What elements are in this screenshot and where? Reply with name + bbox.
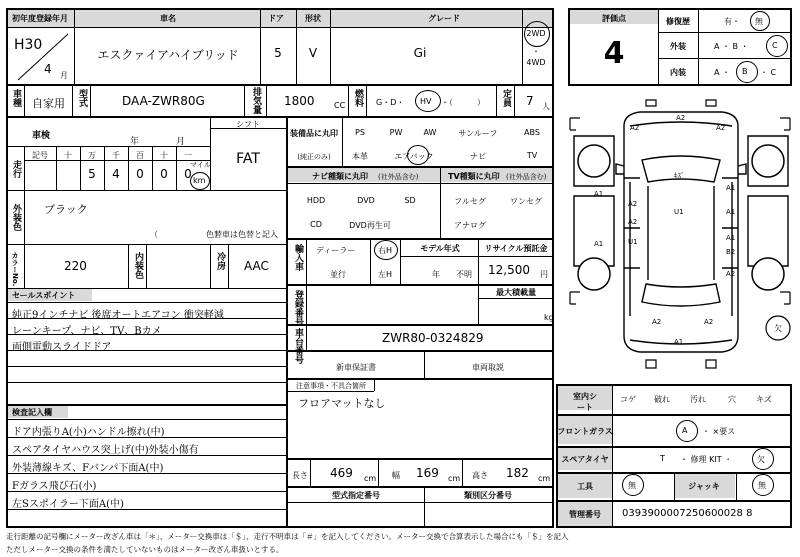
class-number-label: 類別区分番号 — [464, 491, 512, 500]
chassis-value: ZWR80-0324829 — [382, 331, 484, 345]
defect-mark: A2 — [628, 200, 638, 208]
model-label: 型式 — [77, 89, 87, 107]
defect-mark: A2 — [726, 270, 736, 278]
name-label: 車名 — [160, 14, 176, 23]
defect-mark: U1 — [628, 238, 638, 246]
spare-label: スペアタイヤ — [561, 455, 609, 464]
ac-value: AAC — [244, 259, 269, 273]
height-cm: cm — [538, 474, 551, 483]
nav-label: ナビ種類に丸印 — [312, 172, 368, 181]
mileage-digit-3: 0 — [160, 167, 168, 181]
sales-label: セールスポイント — [12, 291, 76, 300]
mileage-unit-5: 一 — [184, 151, 192, 160]
equip-pw: PW — [389, 128, 403, 137]
color-no-value: 220 — [64, 259, 87, 273]
repair-label: 修復歴 — [666, 17, 690, 26]
inspect-notes-label: 検査記入欄 — [12, 408, 52, 417]
defect-mark: A1 — [594, 240, 604, 248]
mileage-unit-2: 千 — [112, 151, 120, 160]
displacement-value: 1800 — [284, 94, 315, 108]
displacement-label: 排気量 — [251, 87, 261, 114]
new-car-warranty: 新車保証書 — [336, 363, 376, 372]
capacity-value: 7 — [526, 94, 534, 108]
mileage-unit-0: 十 — [64, 151, 72, 160]
registration-month: 4 — [44, 62, 52, 76]
kind-value: 自家用 — [32, 97, 65, 110]
defect-mark: A2 — [716, 124, 726, 132]
mileage-label: 走行 — [11, 160, 21, 178]
capacity-unit: 人 — [542, 102, 550, 111]
equip-ps: PS — [355, 128, 365, 137]
seat-item-2: 汚れ — [690, 395, 706, 404]
fuel-options: G・D・ — [376, 98, 405, 107]
mileage-unit-1: 万 — [88, 151, 96, 160]
inspection-label: 車検 — [32, 131, 51, 141]
shape-label: 形状 — [305, 14, 321, 23]
footer-line-2: ただしメーター交換の条件を満たしていないものはメーター改ざん車扱いとする。 — [6, 545, 284, 554]
drive-4wd: 4WD — [526, 58, 546, 67]
year-label: 初年度登録年月 — [12, 14, 68, 23]
mgmt-label: 管理番号 — [569, 510, 601, 519]
windshield-rest: ・ ×要ス — [702, 427, 736, 436]
defect-mark: A2 — [630, 124, 640, 132]
import-right: 右H — [378, 246, 393, 255]
jack-label: ジャッキ — [688, 482, 720, 491]
kind-label: 車種 — [11, 89, 21, 107]
equip-aw: AW — [423, 128, 437, 137]
length-value: 469 — [330, 466, 353, 480]
recycle-label: リサイクル預託金 — [484, 244, 548, 253]
mileage-digit-0: 5 — [88, 167, 96, 181]
import-parallel: 並行 — [330, 270, 346, 279]
inspection-year: 年 — [130, 137, 140, 147]
defect-mark: A1 — [726, 208, 736, 216]
repair-options: 有・ — [724, 17, 740, 26]
chassis-label: 車台番号 — [293, 328, 303, 364]
equip-airbag: エアバック — [394, 152, 434, 161]
interior-label: 内装 — [670, 68, 686, 77]
interior-options: A ・ — [714, 68, 731, 77]
color-no-label: カラーNo. — [11, 252, 19, 287]
nav-hdd: HDD — [306, 196, 326, 205]
equip-leather: 本革 — [352, 152, 368, 161]
registration-year: H30 — [14, 37, 43, 53]
color-note: 色替車は色替と記入 — [206, 230, 278, 239]
width-cm: cm — [448, 474, 461, 483]
spare-missing: 欠 — [757, 455, 765, 464]
defect-mark: A1 — [594, 190, 604, 198]
mileage-unit-4: 十 — [160, 151, 168, 160]
caution-label: 注意事項・不具合箇所 — [296, 382, 366, 390]
ac-label: 冷房 — [215, 252, 225, 270]
tools-label: 工具 — [577, 482, 593, 491]
missing-mark: 欠 — [774, 324, 782, 333]
width-label: 幅 — [392, 471, 400, 480]
mgmt-value: 0393900007250600028 8 — [622, 508, 753, 519]
jack-none: 無 — [758, 481, 766, 490]
nav-dvd-play: DVD再生可 — [349, 221, 391, 230]
interior-rest: ・ C — [760, 68, 777, 77]
grade-value: Gi — [413, 46, 427, 60]
max-load-kg: kg — [544, 313, 554, 322]
equipment-label: 装備品に丸印 — [290, 129, 338, 138]
seat-item-1: 破れ — [654, 395, 670, 404]
spare-t: T — [660, 454, 665, 463]
equip-tv: TV — [526, 151, 538, 160]
sales-line-0: 純正9インチナビ 後席オートエアコン 衝突軽減 — [12, 310, 224, 321]
height-label: 高さ — [472, 471, 488, 480]
defect-mark: A1 — [726, 184, 736, 192]
tools-none: 無 — [628, 481, 636, 490]
shift-label: シフト — [236, 120, 260, 129]
mileage-km: km — [193, 176, 206, 185]
capacity-label: 定員 — [501, 89, 511, 107]
mileage-digit-4: 0 — [184, 167, 192, 181]
drive-2wd: 2WD — [526, 29, 546, 38]
windshield-label: フロントガラス — [557, 427, 613, 436]
length-label: 長さ — [292, 471, 308, 480]
seat-item-0: コゲ — [620, 395, 636, 404]
mileage-digit-1: 4 — [112, 167, 120, 181]
tv-label: TV種類に丸印 — [448, 172, 500, 181]
sales-line-1: レーンキープ、ナビ、TV、Bカメ — [12, 326, 162, 337]
fuel-other: ・（ ） — [441, 98, 485, 107]
seat-item-4: キズ — [756, 395, 772, 404]
model-year-unknown: 不明 — [456, 270, 472, 279]
exterior-options: A ・ B ・ — [714, 42, 749, 51]
defect-mark: B2 — [726, 248, 736, 256]
type-designation-label: 型式指定番号 — [332, 491, 380, 500]
import-dealer: ディーラー — [316, 246, 356, 255]
exterior-c: C — [772, 41, 778, 50]
door-count: 5 — [274, 46, 282, 60]
import-label: 輸入車 — [293, 244, 303, 271]
score-value: 4 — [603, 36, 625, 71]
width-value: 169 — [416, 466, 439, 480]
defect-mark: A1 — [674, 338, 684, 346]
mileage-mile: マイル — [190, 161, 211, 169]
height-value: 182 — [506, 466, 529, 480]
tv-fullseg: フルセグ — [454, 197, 486, 206]
caution-text: フロアマットなし — [298, 397, 386, 410]
shift-value: FAT — [236, 151, 260, 167]
inspect-line-2: 外装薄線キズ、Fバンパ下面A(中) — [12, 463, 164, 474]
color-value: ブラック — [44, 203, 88, 216]
inspection-month: 月 — [176, 137, 186, 147]
nav-sub: (社外品含む) — [378, 173, 419, 181]
equip-sunroof: サンルーフ — [458, 129, 498, 138]
nav-sd: SD — [404, 196, 416, 205]
length-cm: cm — [364, 474, 377, 483]
model-value: DAA-ZWR80G — [122, 94, 205, 108]
cc-unit: CC — [334, 101, 346, 110]
max-load-label: 最大積載量 — [496, 288, 536, 297]
repair-none: 無 — [755, 17, 763, 26]
tv-analog: アナログ — [454, 221, 486, 230]
interior-color-label: 内装色 — [133, 252, 143, 279]
car-diagram — [566, 96, 794, 376]
reg-label: 登録番号 — [293, 290, 303, 326]
interior-b: B — [742, 67, 748, 76]
body-shape: V — [308, 46, 318, 60]
seat-item-3: 穴 — [728, 395, 736, 404]
sales-line-2: 両側電動スライドドア — [12, 342, 112, 353]
grade-label: グレード — [428, 14, 460, 23]
import-left: 左H — [378, 270, 393, 279]
car-name: エスクァイアハイブリッド — [97, 48, 239, 62]
nav-cd: CD — [310, 220, 322, 229]
windshield-a: A — [682, 426, 688, 435]
spare-kit: ・ 修理 KIT ・ — [680, 455, 733, 464]
defect-mark: A2 — [704, 318, 714, 326]
defect-mark: A2 — [628, 218, 638, 226]
defect-mark: A2 — [676, 114, 686, 122]
color-note-paren: （ ） — [150, 230, 222, 239]
model-year-label: モデル年式 — [420, 244, 460, 253]
fuel-hv: HV — [420, 97, 432, 106]
equipment-sub: (純正のみ) — [297, 153, 331, 161]
drive-sep: ・ — [532, 47, 540, 56]
score-label: 評価点 — [602, 14, 626, 23]
equip-navi: ナビ — [470, 152, 486, 161]
equip-abs: ABS — [524, 128, 540, 137]
mileage-digit-2: 0 — [136, 167, 144, 181]
inspect-line-0: ドア内張りA(小)ハンドル擦れ(中) — [12, 427, 165, 438]
car-manual: 車両取説 — [472, 363, 504, 372]
color-label: 外装色 — [11, 204, 21, 231]
inspect-line-1: スペアタイヤハウス突上げ(中)外装小傷有 — [12, 445, 199, 456]
model-year-unit: 年 — [432, 270, 440, 279]
defect-mark: ｷｽﾞ — [674, 172, 685, 180]
defect-mark: U1 — [674, 208, 684, 216]
recycle-value: 12,500 — [488, 263, 530, 277]
tv-sub: (社外品含む) — [506, 173, 547, 181]
mileage-symbol-label: 記号 — [32, 151, 48, 160]
footer-line-1: 走行距離の記号欄にメーター改ざん車は「＊」、メーター交換車は「＄」、走行不明車は「＃」を記入してください。メーター交換で合算表示した場合にも「＄」を記入 — [6, 532, 569, 541]
door-label: ドア — [268, 14, 284, 23]
seat-label: 室内シート — [573, 392, 597, 412]
exterior-label: 外装 — [670, 42, 686, 51]
mileage-unit-3: 百 — [136, 151, 144, 160]
nav-dvd: DVD — [357, 196, 375, 205]
inspect-line-4: 左Sスポイラー下面A(中) — [12, 499, 124, 510]
inspect-line-3: Fガラス飛び石(小) — [12, 481, 97, 492]
recycle-yen: 円 — [540, 270, 548, 279]
month-unit: 月 — [60, 71, 68, 80]
tv-oneseg: ワンセグ — [510, 197, 542, 206]
defect-mark: A1 — [726, 234, 736, 242]
fuel-label: 燃料 — [353, 89, 363, 107]
defect-mark: A2 — [652, 318, 662, 326]
